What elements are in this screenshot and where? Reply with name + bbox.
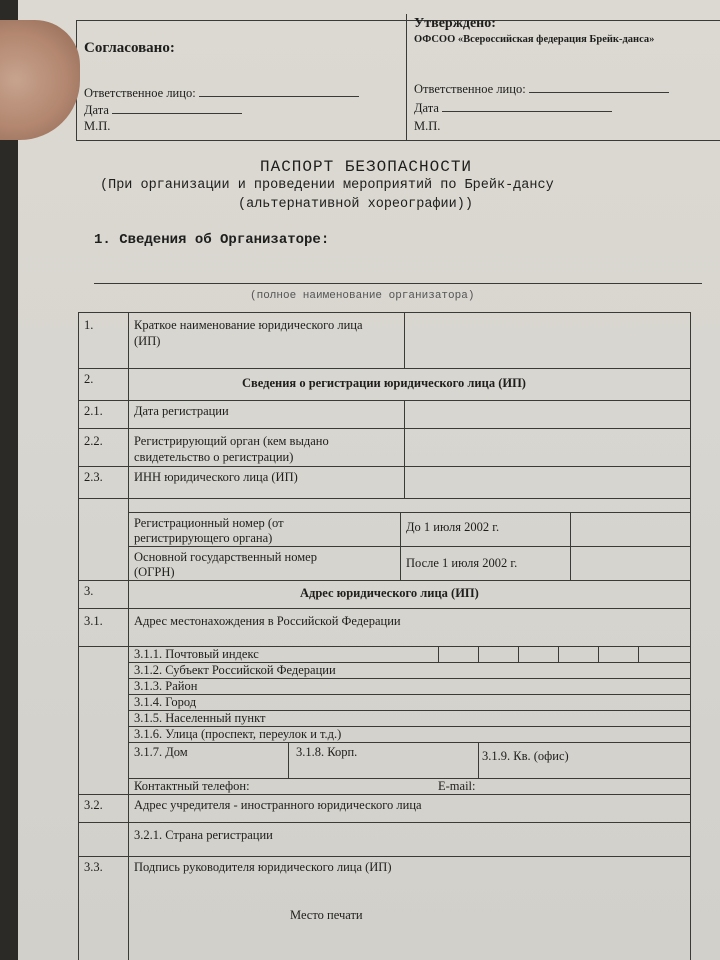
row-1-number: 1. <box>84 318 94 332</box>
left-date-label: Дата <box>84 103 242 118</box>
ogrn-label-a: Основной государственный номер <box>134 550 317 564</box>
ogrn-label-b: (ОГРН) <box>134 565 175 579</box>
organizer-name-line <box>94 283 702 284</box>
header-top-border <box>76 20 720 21</box>
row-2-1-label: Дата регистрации <box>134 404 229 418</box>
row-2-heading: Сведения о регистрации юридического лица (ИП) <box>242 376 526 390</box>
row-3-heading: Адрес юридического лица (ИП) <box>300 586 479 600</box>
document-title: ПАСПОРТ БЕЗОПАСНОСТИ <box>260 158 473 176</box>
right-seal-label: М.П. <box>414 119 441 133</box>
settlement-label: 3.1.5. Населенный пункт <box>134 711 266 725</box>
left-seal-label: М.П. <box>84 119 111 133</box>
row-3-3-number: 3.3. <box>84 860 103 874</box>
row-1-label-b: (ИП) <box>134 334 161 348</box>
row-3-3-label: Подпись руководителя юридического лица (ИП) <box>134 860 392 874</box>
postal-index-label: 3.1.1. Почтовый индекс <box>134 647 259 661</box>
left-responsible-label: Ответственное лицо: <box>84 86 359 101</box>
row-3-2-label: Адрес учредителя - иностранного юридического лица <box>134 798 422 812</box>
document-page <box>18 0 720 960</box>
house-label: 3.1.7. Дом <box>134 745 188 759</box>
row-2-2-number: 2.2. <box>84 434 103 448</box>
row-2-3-number: 2.3. <box>84 470 103 484</box>
country-label: 3.2.1. Страна регистрации <box>134 828 273 842</box>
after-july-2002: После 1 июля 2002 г. <box>406 556 518 570</box>
email-label: E-mail: <box>438 779 476 793</box>
row-3-1-label: Адрес местонахождения в Российской Федерации <box>134 614 401 628</box>
federation-name: ОФСОО «Всероссийская федерация Брейк-данса» <box>414 34 655 45</box>
contact-phone-label: Контактный телефон: <box>134 779 250 793</box>
row-2-2-label-b: свидетельство о регистрации) <box>134 450 294 464</box>
approved-left-title: Согласовано: <box>84 40 175 56</box>
row-3-1-number: 3.1. <box>84 614 103 628</box>
approved-right-title: Утверждено: <box>414 16 496 31</box>
organizer-name-caption: (полное наименование организатора) <box>250 290 475 302</box>
document-subtitle-2: (альтернативной хореографии)) <box>238 197 473 212</box>
section-1-heading: 1. Сведения об Организаторе: <box>94 232 330 248</box>
stamp-place-label: Место печати <box>290 908 363 922</box>
city-label: 3.1.4. Город <box>134 695 197 709</box>
right-responsible-label: Ответственное лицо: <box>414 82 669 97</box>
row-2-2-label-a: Регистрирующий орган (кем выдано <box>134 434 329 448</box>
document-subtitle-1: (При организации и проведении мероприятий по Брейк-дансу <box>100 178 554 193</box>
reg-number-label-a: Регистрационный номер (от <box>134 516 284 530</box>
district-label: 3.1.3. Район <box>134 679 198 693</box>
apartment-label: 3.1.9. Кв. (офис) <box>482 749 569 763</box>
header-divider <box>406 14 407 140</box>
row-2-3-label: ИНН юридического лица (ИП) <box>134 470 298 484</box>
before-july-2002: До 1 июля 2002 г. <box>406 520 500 534</box>
building-label: 3.1.8. Корп. <box>296 745 358 759</box>
reg-number-label-b: регистрирующего органа) <box>134 531 273 545</box>
row-3-2-number: 3.2. <box>84 798 103 812</box>
street-label: 3.1.6. Улица (проспект, переулок и т.д.) <box>134 727 342 741</box>
right-date-label: Дата <box>414 101 612 116</box>
row-2-1-number: 2.1. <box>84 404 103 418</box>
header-bottom-border <box>76 140 720 141</box>
region-label: 3.1.2. Субъект Российской Федерации <box>134 663 336 677</box>
row-3-number: 3. <box>84 584 94 598</box>
row-2-number: 2. <box>84 372 94 386</box>
row-1-label-a: Краткое наименование юридического лица <box>134 318 363 332</box>
